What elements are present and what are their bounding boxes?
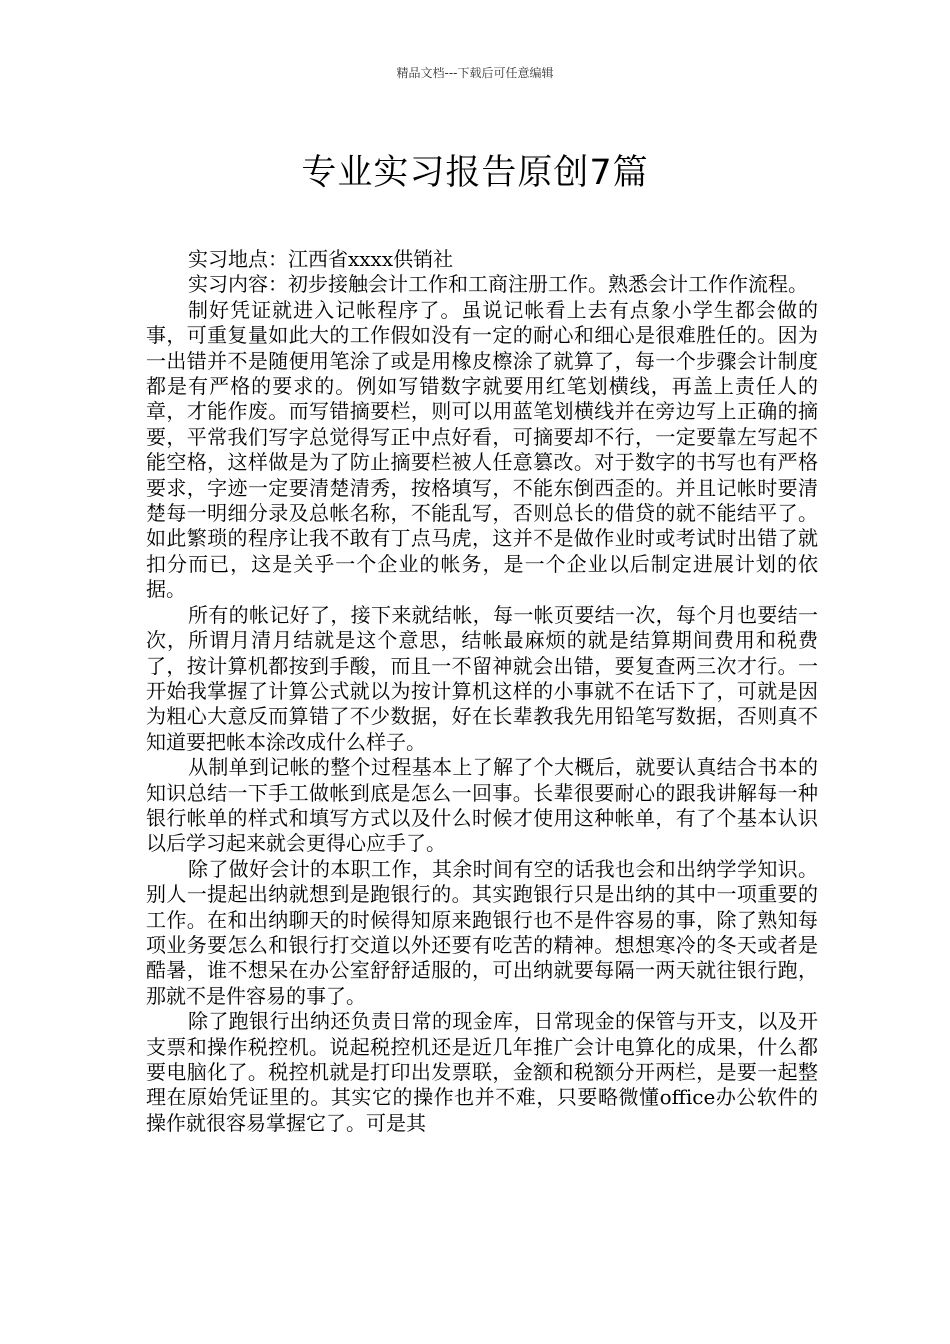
paragraph-location: 实习地点：江西省xxxx供销社 xyxy=(188,247,454,271)
document-body xyxy=(146,247,818,1136)
paragraph-content: 实习内容：初步接触会计工作和工商注册工作。熟悉会计工作作流程。 xyxy=(188,272,808,297)
paragraph-tax-control: 除了跑银行出纳还负责日常的现金库，日常现金的保管与开支，以及开支票和操作税控机。说起税控机还是近几年推广会计电算化的成果，什么都要电脑化了。税控机就是打印出发票联，金额和税额分开两栏，是要一起整理在原始凭证里的。其实它的操作也并不难，只要略微懂office办公软件的操作就很容易掌握它了。可是其 xyxy=(146,1009,818,1135)
header-note: 精品文档---下载后可任意编辑 xyxy=(396,66,554,80)
document-title: 专业实习报告原创7篇 xyxy=(301,153,649,194)
paragraph-summary: 从制单到记帐的整个过程基本上了解了个大概后，就要认真结合书本的知识总结一下手工做帐到底是怎么一回事。长辈很要耐心的跟我讲解每一种银行帐单的样式和填写方式以及什么时候才使用这种帐单，有了个基本认识以后学习起来就会更得心应手了。 xyxy=(146,755,818,856)
paragraph-closing-accounts: 所有的帐记好了，接下来就结帐，每一帐页要结一次，每个月也要结一次，所谓月清月结就是这个意思，结帐最麻烦的就是结算期间费用和税费了，按计算机都按到手酸，而且一不留神就会出错，要复查两三次才行。一开始我掌握了计算公式就以为按计算机这样的小事就不在话下了，可就是因为粗心大意反而算错了不少数据，好在长辈教我先用铅笔写数据，否则真不知道要把帐本涂改成什么样子。 xyxy=(146,602,818,754)
paragraph-bookkeeping: 制好凭证就进入记帐程序了。虽说记帐看上去有点象小学生都会做的事，可重复量如此大的工作假如没有一定的耐心和细心是很难胜任的。因为一出错并不是随便用笔涂了或是用橡皮檫涂了就算了，每一个步骤会计制度都是有严格的要求的。例如写错数字就要用红笔划横线，再盖上责任人的章，才能作废。而写错摘要栏，则可以用蓝笔划横线并在旁边写上正确的摘要，平常我们写字总觉得写正中点好看，可摘要却不行，一定要靠左写起不能空格，这样做是为了防止摘要栏被人任意篡改。对于数字的书写也有严格要求，字迹一定要清楚清秀，按格填写，不能东倒西歪的。并且记帐时要清楚每一明细分录及总帐名称，不能乱写，否则总长的借贷的就不能结平了。如此繁琐的程序让我不敢有丁点马虎，这并不是做作业时或考试时出错了就扣分而已，这是关乎一个企业的帐务，是一个企业以后制定进展计划的依据。 xyxy=(146,297,818,602)
paragraph-cashier: 除了做好会计的本职工作，其余时间有空的话我也会和出纳学学知识。别人一提起出纳就想到是跑银行的。其实跑银行只是出纳的其中一项重要的工作。在和出纳聊天的时候得知原来跑银行也不是件容易的事，除了熟知每项业务要怎么和银行打交道以外还要有吃苦的精神。想想寒冷的冬天或者是酷暑，谁不想呆在办公室舒舒适服的，可出纳就要每隔一两天就往银行跑，那就不是件容易的事了。 xyxy=(146,856,818,1008)
